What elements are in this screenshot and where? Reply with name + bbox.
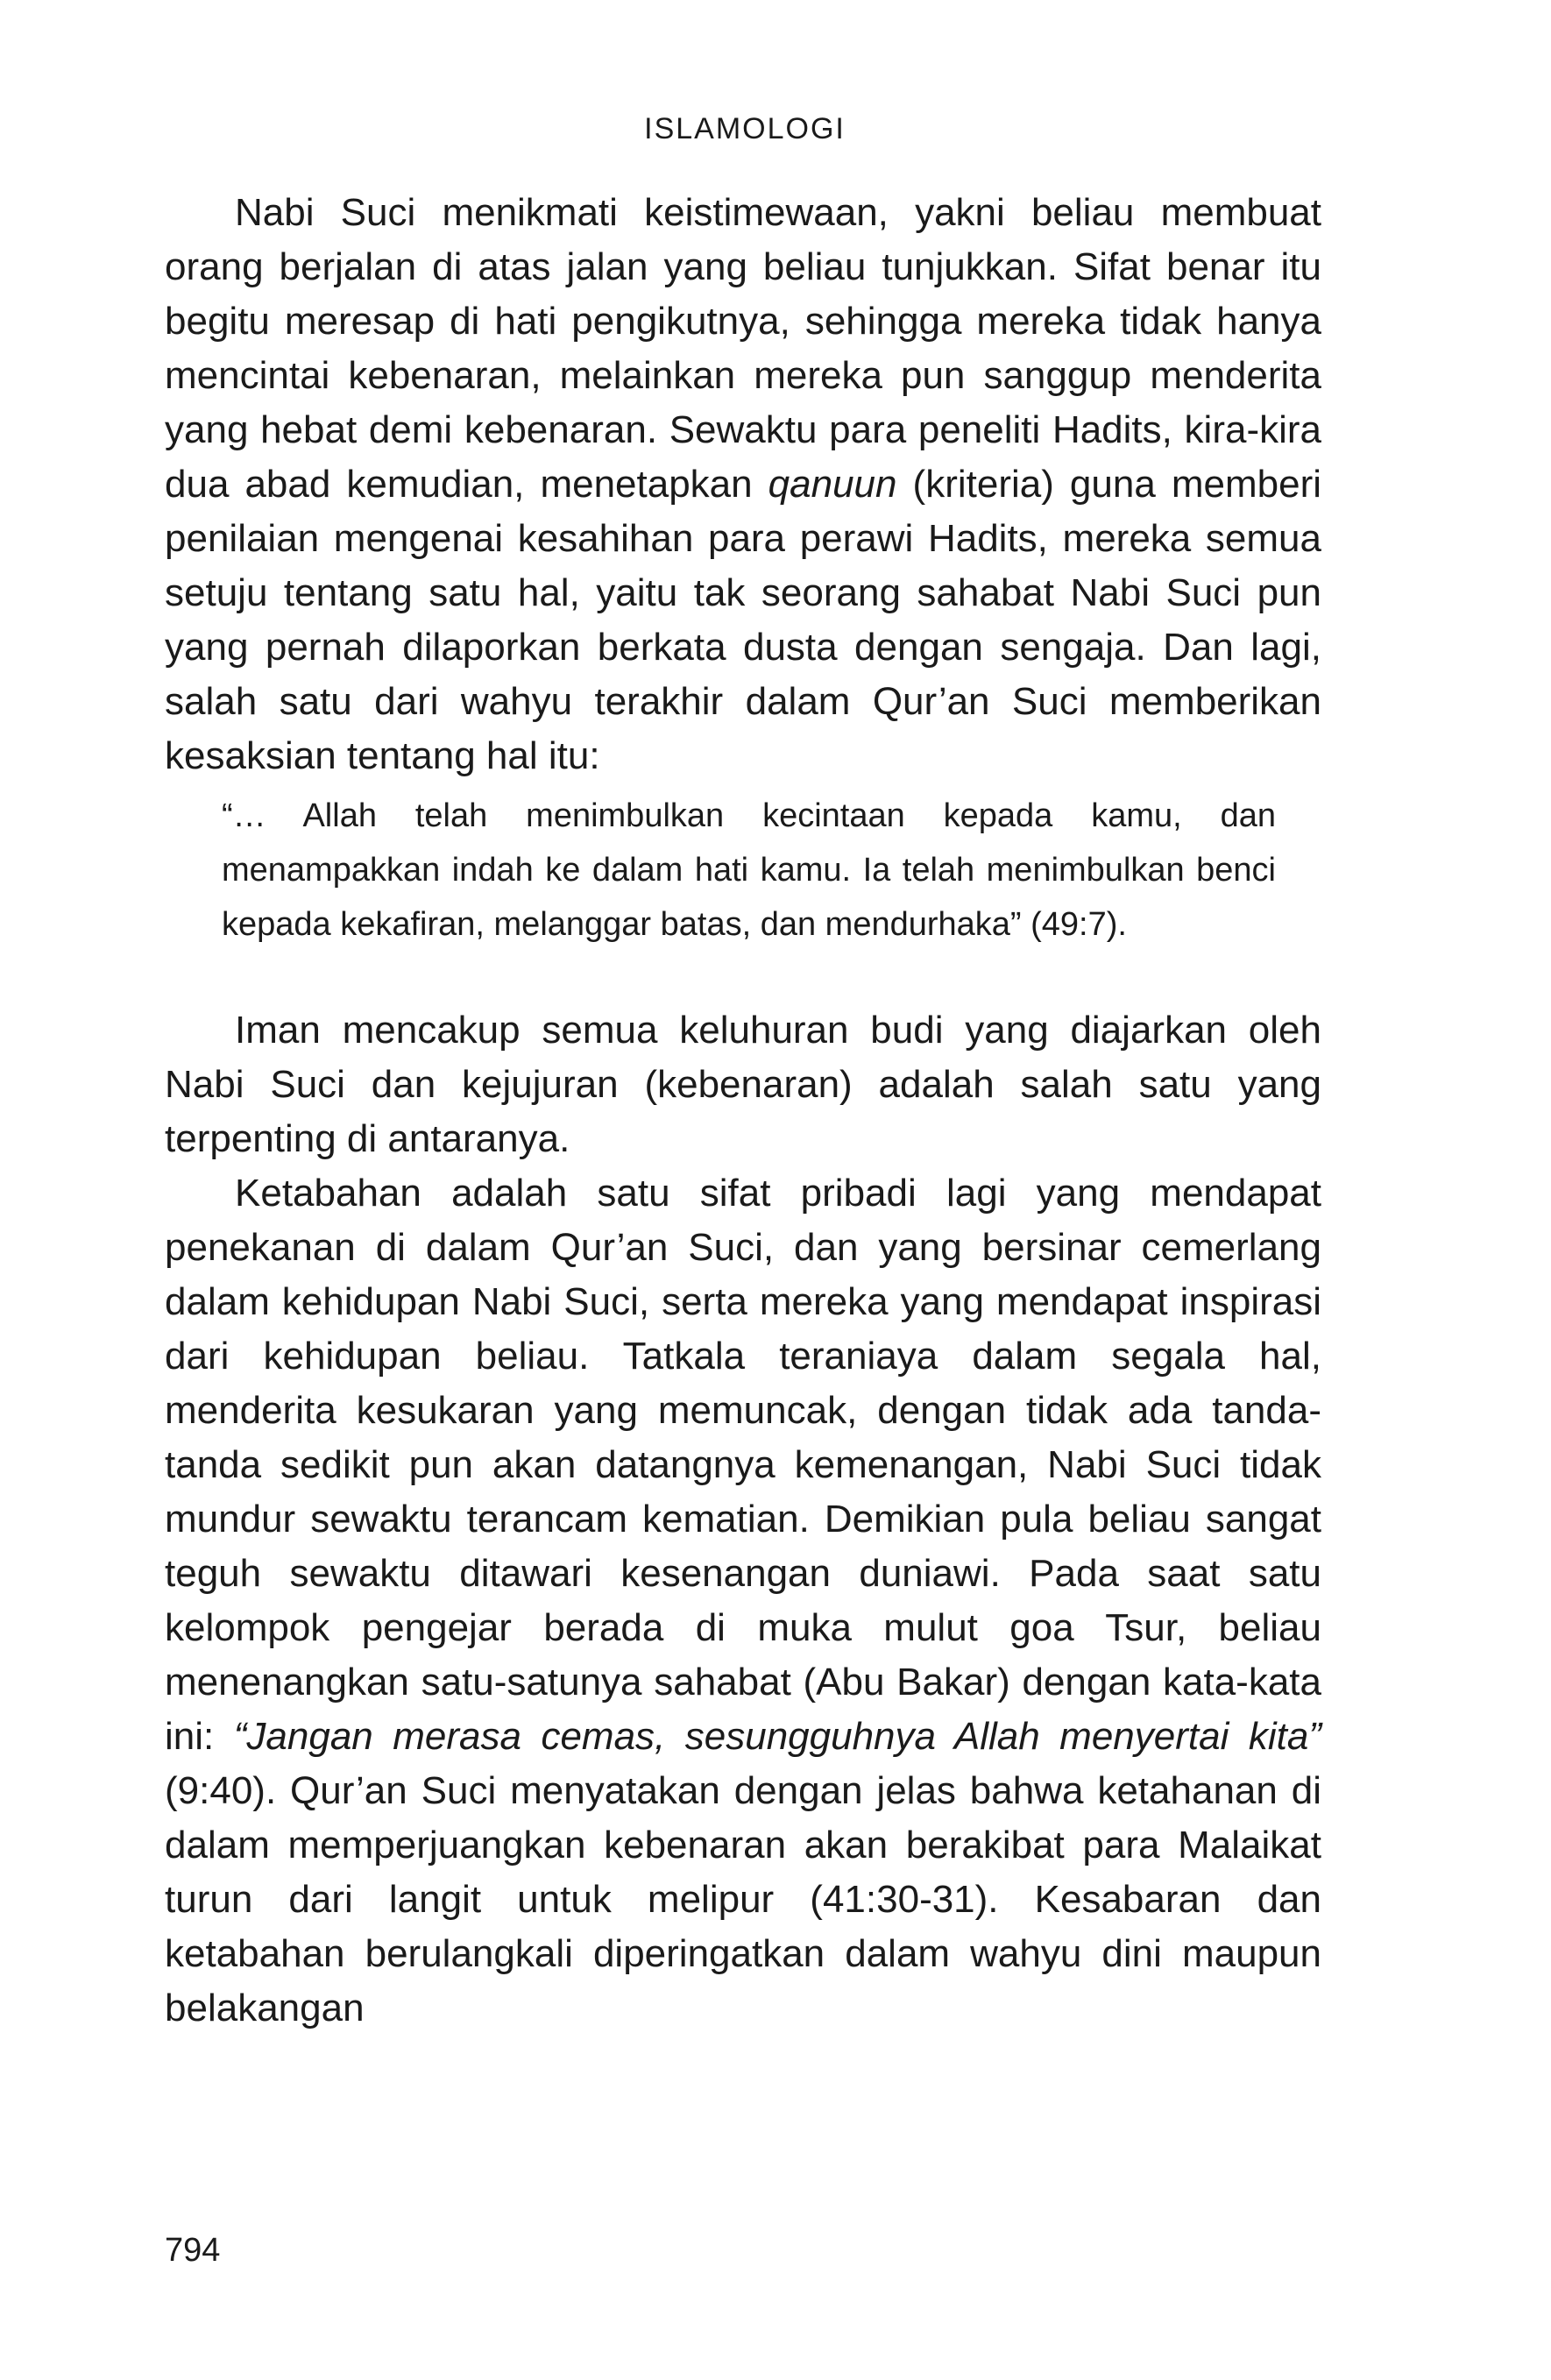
paragraph-3-italic-quote: “Jangan merasa cemas, sesungguhnya Allah menyertai kita” [233,1715,1321,1758]
running-header: ISLAMOLOGI [644,112,846,145]
text-block-top [165,186,1321,783]
page-number: 794 [165,2232,221,2269]
paragraph-1 [165,186,1321,783]
text-block-bottom [165,1003,1321,2036]
paragraph-3-text-a: Ketabahan adalah satu sifat pribadi lagi yang mendapat penekanan di dalam Qur’an Suci, dan yang bersinar cemerlang dalam kehidupan Nabi Suci, serta mereka yang mendapat inspirasi dari kehidupan beliau. Tatkala teraniaya dalam segala hal, menderita kesukaran yang memuncak, dengan tidak ada tanda-tanda sedikit pun akan datangnya kemenangan, Nabi Suci tidak mundur sewaktu terancam kematian. Demikian pula beliau sangat teguh sewaktu ditawari kesenangan duniawi. Pada saat satu kelompok pengejar berada di muka mulut goa Tsur, beliau menenangkan satu-satunya sahabat (Abu Bakar) dengan kata-kata ini: [165,1172,1321,1758]
paragraph-1-text-b: (kriteria) guna memberi penilaian mengenai kesahihan para perawi Hadits, mereka semua setuju tentang satu hal, yaitu tak seorang sahabat Nabi Suci pun yang pernah dilaporkan berkata dusta dengan sengaja. Dan lagi, salah satu dari wahyu terakhir dalam Qur’an Suci memberikan kesaksian tentang hal itu: [165,463,1321,777]
block-quote [222,789,1276,952]
paragraph-1-text-a: Nabi Suci menikmati keistimewaan, yakni beliau membuat orang berjalan di atas jalan yang beliau tunjukkan. Sifat benar itu begitu meresap di hati pengikutnya, sehingga mereka tidak hanya mencintai kebenaran, melainkan mereka pun sanggup menderita yang hebat demi kebenaran. Sewaktu para peneliti Hadits, kira-kira dua abad kemudian, menetapkan [165,191,1321,506]
quote-text: “… Allah telah menimbulkan kecintaan kepada kamu, dan menampakkan indah ke dalam hati kamu. Ia telah menimbulkan benci kepada kekafiran, melanggar batas, dan mendurhaka” (49:7). [222,797,1276,943]
paragraph-1-italic-term: qanuun [768,463,897,506]
paragraph-3 [165,1166,1321,2036]
paragraph-2: Iman mencakup semua keluhuran budi yang diajarkan oleh Nabi Suci dan kejujuran (kebenaran) adalah salah satu yang terpenting di antaranya. [165,1009,1321,1160]
paragraph-3-text-b: (9:40). Qur’an Suci menyatakan dengan jelas bahwa ketahanan di dalam memperjuangkan kebenaran akan berakibat para Malaikat turun dari langit untuk melipur (41:30-31). Kesabaran dan ketabahan berulangkali diperingatkan dalam wahyu dini maupun belakangan [165,1769,1321,2029]
